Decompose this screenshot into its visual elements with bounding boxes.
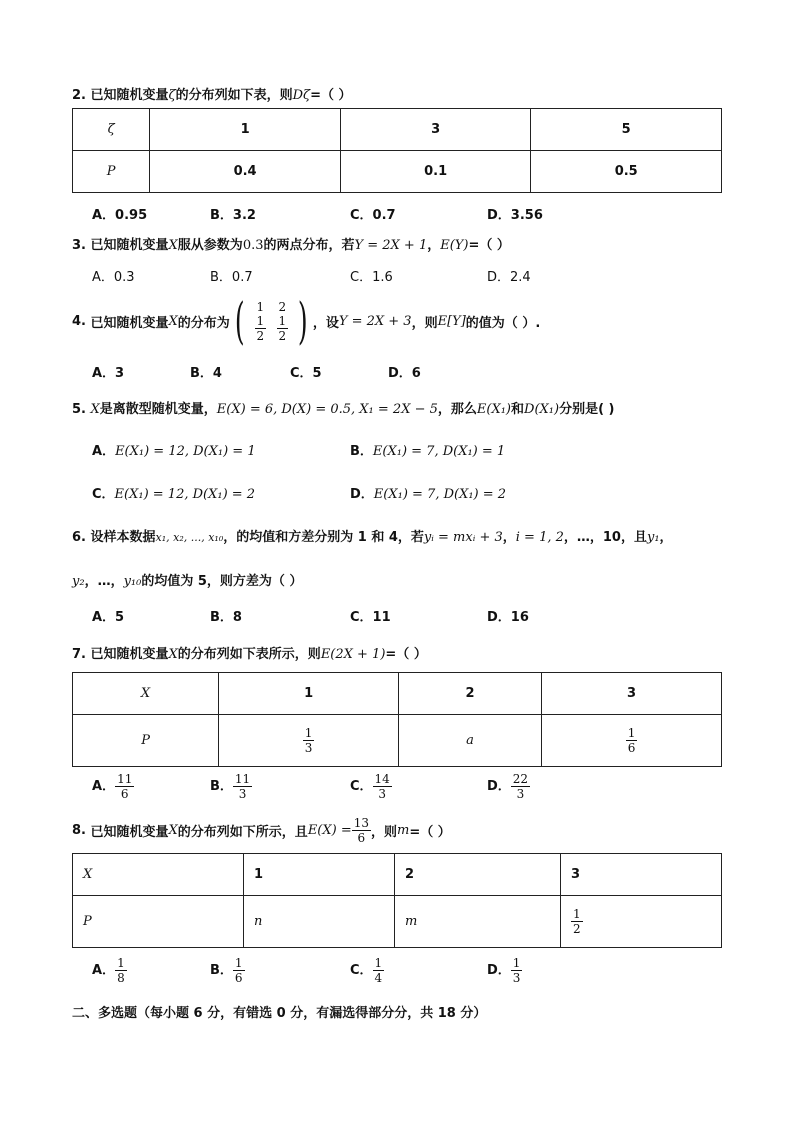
table-cell: 0.1 xyxy=(340,151,531,193)
table-cell: P xyxy=(73,715,219,767)
table-cell: m xyxy=(395,896,561,948)
q3-option-b[interactable]: B．0.7 xyxy=(210,270,253,285)
q7-option-b[interactable]: B． $\frac{11}{3}$ xyxy=(210,772,251,801)
q8-option-d[interactable]: D． $\frac{1}{3}$ xyxy=(487,956,521,985)
table-cell: P xyxy=(73,151,150,193)
table-cell: $\frac{1}{2}$ xyxy=(560,896,721,948)
q8-option-a[interactable]: A． $\frac{1}{8}$ xyxy=(92,956,125,985)
q3-stem: 3. 已知随机变量X服从参数为0.3的两点分布，若Y = 2X + 1，E(Y)=（ ） xyxy=(72,238,510,253)
q4-option-c[interactable]: C．5 xyxy=(290,366,322,381)
q8-option-b[interactable]: B． $\frac{1}{6}$ xyxy=(210,956,243,985)
q6-option-a[interactable]: A．5 xyxy=(92,610,125,625)
q3-option-c[interactable]: C．1.6 xyxy=(350,270,393,285)
q7-option-d[interactable]: D． $\frac{22}{3}$ xyxy=(487,772,529,801)
table-cell: 1 xyxy=(150,109,341,151)
q2-table xyxy=(72,108,722,193)
q5-option-c[interactable]: C．E(X₁) = 12, D(X₁) = 2 xyxy=(92,487,256,502)
q5-stem: 5. X是离散型随机变量，E(X) = 6, D(X) = 0.5, X₁ = 2X − 5，那么E(X₁)和D(X₁)分别是( ) xyxy=(72,402,615,417)
q3-option-a[interactable]: A．0.3 xyxy=(92,270,135,285)
table-cell: a xyxy=(399,715,542,767)
q6-option-d[interactable]: D．16 xyxy=(487,610,529,625)
q6-option-c[interactable]: C．11 xyxy=(350,610,391,625)
table-cell: 3 xyxy=(340,109,531,151)
q7-stem: 7. 已知随机变量X的分布列如下表所示，则E(2X + 1)=（ ） xyxy=(72,647,427,662)
table-cell: n xyxy=(244,896,395,948)
table-cell: $\frac{1}{3}$ xyxy=(219,715,399,767)
q4-option-a[interactable]: A．3 xyxy=(92,366,125,381)
q4-stem: 4. 已知随机变量 X 的分布为 ( 1 2 $\frac{1}{2}$ $\frac{1}{2}$ ) ，设 Y = 2X + 3 ，则 E[Y] 的值为（ ）. xyxy=(72,292,541,350)
table-cell: 0.4 xyxy=(150,151,341,193)
q3-option-d[interactable]: D．2.4 xyxy=(487,270,531,285)
q7-table xyxy=(72,672,722,767)
table-cell: X xyxy=(73,854,244,896)
table-cell: $\frac{1}{6}$ xyxy=(542,715,722,767)
table-cell: 3 xyxy=(560,854,721,896)
table-cell: ζ xyxy=(73,109,150,151)
q8-stem: 8. 已知随机变量 X 的分布列如下所示，且 E(X) = $\frac{13}{6}$ ，则 m =（ ） xyxy=(72,816,451,845)
distribution-matrix: ( 1 2 $\frac{1}{2}$ $\frac{1}{2}$ ) xyxy=(234,292,308,350)
table-cell: 1 xyxy=(219,673,399,715)
q5-option-b[interactable]: B．E(X₁) = 7, D(X₁) = 1 xyxy=(350,444,506,459)
q7-option-a[interactable]: A． $\frac{11}{6}$ xyxy=(92,772,133,801)
table-cell: 0.5 xyxy=(531,151,722,193)
q8-option-c[interactable]: C． $\frac{1}{4}$ xyxy=(350,956,383,985)
table-cell: 5 xyxy=(531,109,722,151)
q8-table xyxy=(72,853,722,948)
section-heading: 二、多选题（每小题 6 分，有错选 0 分，有漏选得部分分，共 18 分） xyxy=(72,1006,487,1021)
table-cell: 2 xyxy=(399,673,542,715)
q6-option-b[interactable]: B．8 xyxy=(210,610,242,625)
q2-option-c[interactable]: C．0.7 xyxy=(350,208,396,223)
table-cell: X xyxy=(73,673,219,715)
table-cell: 2 xyxy=(395,854,561,896)
q2-stem: 2. 已知随机变量ζ的分布列如下表，则Dζ=（ ） xyxy=(72,88,352,103)
q6-stem: 6. 设样本数据x₁, x₂, ..., x₁₀，的均值和方差分别为 1 和 4，若yᵢ = mxᵢ + 3，i = 1, 2，…，10，且y₁， xyxy=(72,530,673,545)
q2-option-b[interactable]: B．3.2 xyxy=(210,208,256,223)
q2-option-a[interactable]: A．0.95 xyxy=(92,208,148,223)
q5-option-a[interactable]: A．E(X₁) = 12, D(X₁) = 1 xyxy=(92,444,256,459)
table-cell: P xyxy=(73,896,244,948)
q4-option-b[interactable]: B．4 xyxy=(190,366,222,381)
table-cell: 1 xyxy=(244,854,395,896)
q4-option-d[interactable]: D．6 xyxy=(388,366,421,381)
table-cell: 3 xyxy=(542,673,722,715)
q5-option-d[interactable]: D．E(X₁) = 7, D(X₁) = 2 xyxy=(350,487,507,502)
q2-option-d[interactable]: D．3.56 xyxy=(487,208,543,223)
q7-option-c[interactable]: C． $\frac{14}{3}$ xyxy=(350,772,390,801)
q6-stem-line2: y₂，…，y₁₀的均值为 5，则方差为（ ） xyxy=(72,574,303,589)
